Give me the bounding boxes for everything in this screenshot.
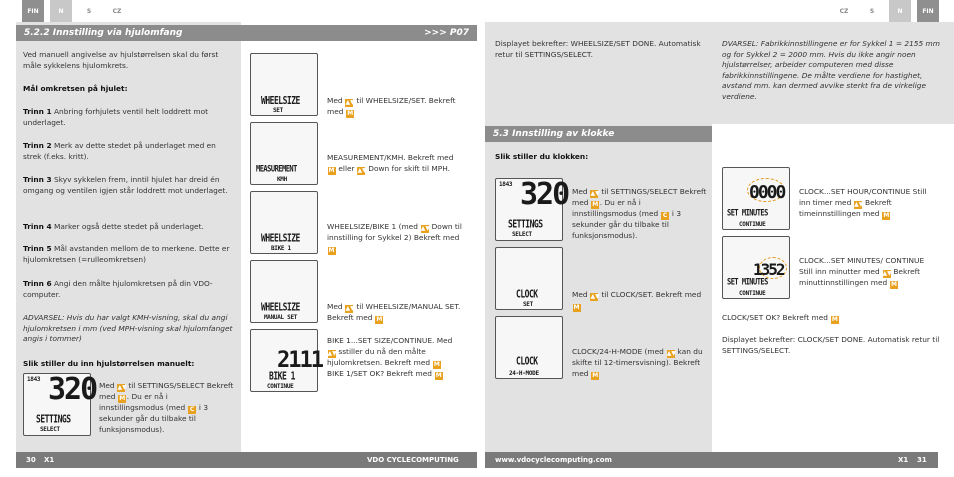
display-wheelsize-manual-set: WHEELSIZE MANUAL SET — [250, 260, 318, 323]
up-down-key-icon: ▲▼ — [345, 99, 355, 106]
left-footer — [16, 452, 477, 468]
mid-step-1: Med ▲▼ til WHEELSIZE/SET. Bekreft med M — [327, 96, 456, 117]
m-key-icon: M — [347, 110, 354, 117]
clock-step-2: Med ▲▼ til CLOCK/SET. Bekreft med M — [572, 290, 702, 311]
m-key-icon: M — [119, 395, 126, 402]
m-key-icon: M — [433, 360, 440, 368]
up-down-key-icon: ▲▼ — [590, 293, 600, 300]
right-footer — [485, 452, 938, 468]
display-bike1-continue: 2111 BIKE 1 CONTINUE — [250, 329, 318, 392]
clock-ok-text: CLOCK/SET OK? Bekreft med M — [722, 313, 838, 323]
m-key-icon: M — [592, 201, 599, 208]
wheelsize-confirm-text: Displayet bekrefter: WHEELSIZE/SET DONE. Automatisk retur til SETTINGS/SELECT. — [495, 39, 701, 59]
left-top-bar — [0, 0, 477, 22]
top-bar — [0, 0, 954, 22]
intro-text: Ved manuell angivelse av hjulstørrelsen skal du først måle sykkelens hjulomkrets. — [23, 50, 219, 70]
display-settings-select: 1843 320 SETTINGS SELECT — [23, 373, 91, 436]
clock-done-text: Displayet bekrefter: CLOCK/SET DONE. Automatisk retur til SETTINGS/SELECT. — [722, 335, 940, 355]
lang-tab-cz[interactable]: CZ — [112, 7, 122, 15]
lang-tab-cz-right[interactable]: CZ — [839, 7, 849, 15]
manual-heading: Slik stiller du inn hjulstørrelsen manuelt: — [23, 359, 195, 368]
mid-step-5: BIKE 1...SET SIZE/CONTINUE. Med ▲▼ sstiller du nå den målte hjulomkretsen. Bekreft med M BIKE 1/SET OK? Bekreft med M — [327, 336, 453, 379]
page-number-left: 30 — [26, 456, 36, 464]
lang-tab-fin[interactable]: FIN — [22, 0, 44, 22]
up-down-key-icon: ▲▼ — [420, 225, 430, 232]
step-3: Trinn 3 Skyv sykkelen frem, inntil hjulet har dreid én omgang og ventilen igjen står loddrett mot underlaget. — [23, 175, 228, 195]
mid-step-4: Med ▲▼ til WHEELSIZE/MANUAL SET. Bekreft med M — [327, 302, 461, 323]
m-key-icon: M — [573, 304, 580, 311]
section-title: 5.3 Innstilling av klokke — [493, 129, 615, 139]
m-key-icon: M — [592, 371, 599, 379]
step-4: Trinn 4 Marker også dette stedet på underlaget. — [23, 222, 204, 231]
m-key-icon: M — [831, 316, 838, 323]
website-link[interactable]: www.vdocyclecomputing.com — [495, 456, 612, 464]
lang-tab-s-right[interactable]: S — [869, 7, 875, 15]
up-down-key-icon: ▲▼ — [666, 350, 676, 357]
display-set-hour: 0000 SET MINUTES CONTINUE — [722, 167, 790, 230]
display-clock-24h-mode: CLOCK 24-H-MODE — [495, 316, 563, 379]
c-key-icon: C — [189, 406, 195, 413]
display-measurement-kmh: MEASUREMENT KMH — [250, 122, 318, 185]
m-key-icon: M — [328, 166, 335, 174]
step-1: Trinn 1 Anbring forhjulets ventil helt loddrett mot underlaget. — [23, 107, 209, 127]
mid-step-2: MEASUREMENT/KMH. Bekreft med M eller ▲▼ Down for skift til MPH. — [327, 153, 454, 174]
display-clock-settings-select: 1843 320 SETTINGS SELECT — [495, 178, 563, 241]
up-down-key-icon: ▲▼ — [357, 166, 367, 174]
display-wheelsize-bike1: WHEELSIZE BIKE 1 — [250, 191, 318, 254]
up-down-key-icon: ▲▼ — [854, 200, 864, 208]
clock-step-1: Med ▲▼ til SETTINGS/SELECT Bekreft med M . Du er nå i innstillingsmodus (med C i 3 sekunder går du tilbake til funksjonsmodus). — [572, 187, 707, 240]
clock-step-3: CLOCK/24-H-MODE (med ▲▼ kan du skifte til 12-timersvisning). Bekreft med M — [572, 347, 703, 379]
m-key-icon: M — [891, 280, 898, 288]
m-key-icon: M — [435, 371, 442, 379]
model-left: X1 — [44, 456, 55, 464]
clock-heading: Slik stiller du klokken: — [495, 152, 589, 161]
step-2: Trinn 2 Merk av dette stedet på underlaget med en strek (f.eks. kritt). — [23, 141, 216, 161]
up-down-key-icon: ▲▼ — [590, 190, 600, 197]
display-set-minutes: 1352 SET MINUTES CONTINUE — [722, 236, 790, 299]
lang-tab-s[interactable]: S — [86, 7, 92, 15]
brand-name: VDO CYCLECOMPUTING — [367, 456, 459, 464]
page-number-right: 31 — [917, 456, 927, 464]
step-6: Trinn 6 Angi den målte hjulomkretsen på din VDO-computer. — [23, 279, 213, 299]
lang-tab-fin-right[interactable]: FIN — [917, 0, 939, 22]
page-reference-link[interactable]: >>> P07 — [424, 28, 469, 38]
display-clock-set: CLOCK SET — [495, 247, 563, 310]
m-key-icon: M — [376, 316, 383, 323]
mid-step-3: WHEELSIZE/BIKE 1 (med ▲▼ Down til innstilling for Sykkel 2) Bekreft med M — [327, 222, 462, 254]
up-down-key-icon: ▲▼ — [345, 305, 355, 312]
up-down-key-icon: ▲▼ — [117, 384, 127, 391]
m-key-icon: M — [328, 246, 335, 254]
step-a-text: Med ▲▼ til SETTINGS/SELECT Bekreft med M . Du er nå i innstillingsmodus (med C i 3 sekunder går du tilbake til funksjonsmodus). — [99, 381, 234, 434]
up-down-key-icon: ▲▼ — [327, 349, 337, 357]
factory-warning: DVARSEL: Fabrikkinnstillingene er for Sykkel 1 = 2155 mm og for Sykkel 2 = 2000 mm. Hvis du ikke angir noen hjulstørrelser, arbeider computeren med disse fabrikkinnstillingene. De målte verdiene for hastighet, avstand mm. kan dermed avvike sterkt fra de virkelige verdiene. — [722, 39, 940, 101]
section-heading-5-3 — [485, 126, 712, 142]
measure-heading: Mål omkretsen på hjulet: — [23, 84, 128, 93]
step-5: Trinn 5 Mål avstanden mellom de to merkene. Dette er hjulomkretsen (=rulleomkretsen) — [23, 244, 230, 264]
section-title: 5.2.2 Innstilling via hjulomfang — [24, 28, 183, 38]
clock-minute-step: CLOCK...SET MINUTES/ CONTINUE Still inn minutter med ▲▼ Bekreft minuttinnstillingen med M — [799, 256, 925, 288]
lang-tab-n-right[interactable]: N — [889, 0, 911, 22]
section-heading-5-2-2 — [16, 25, 477, 41]
up-down-key-icon: ▲▼ — [882, 269, 892, 277]
right-top-bar — [477, 0, 954, 22]
m-key-icon: M — [883, 211, 890, 219]
clock-hour-step: CLOCK...SET HOUR/CONTINUE Still inn timer med ▲▼ Bekreft timeinnstillingen med M — [799, 187, 927, 219]
lang-tab-n[interactable]: N — [50, 0, 72, 22]
c-key-icon: C — [662, 212, 668, 219]
model-right: X1 — [898, 456, 909, 464]
display-wheelsize-set: WHEELSIZE SET — [250, 53, 318, 116]
kmh-warning: ADVARSEL: Hvis du har valgt KMH-visning, skal du angi hjulomkretsen i mm (ved MPH-visning skal hjulomfanget angis i tommer) — [23, 313, 233, 344]
